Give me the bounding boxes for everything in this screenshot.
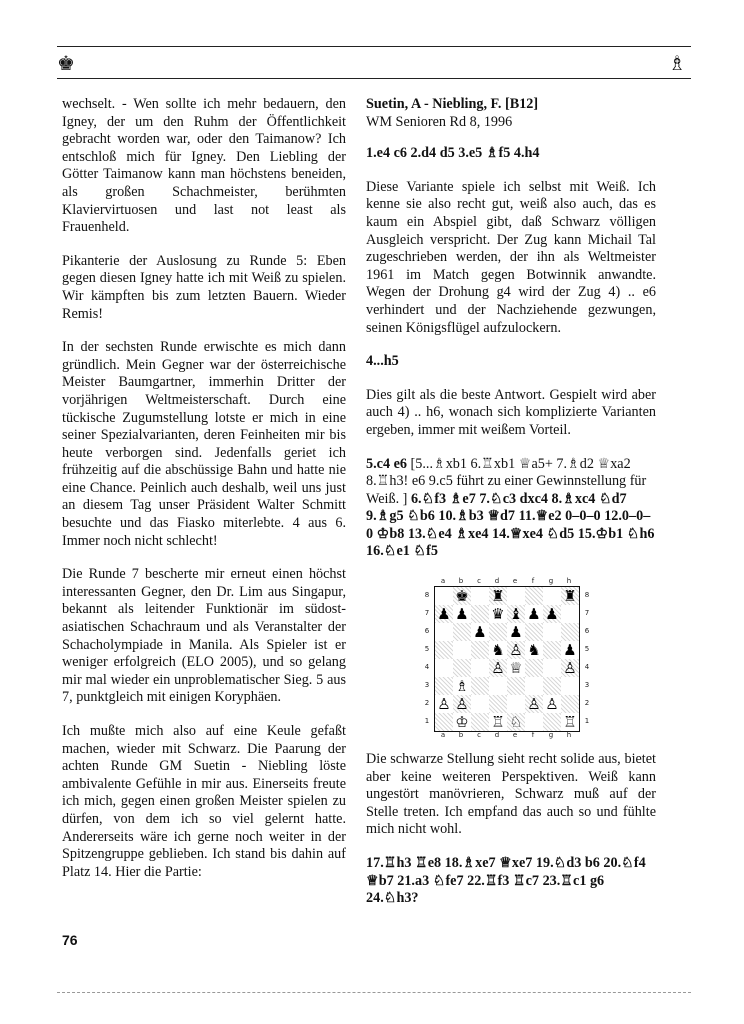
move-line: 1.e4 c6 2.d4 d5 3.e5 ♗f5 4.h4: [366, 145, 540, 162]
rank-label: 7: [584, 609, 590, 618]
piece-square: ♙: [489, 659, 507, 677]
board-square: [453, 641, 471, 659]
board-square: [543, 713, 561, 731]
board-square: [435, 587, 453, 605]
file-label: c: [477, 577, 481, 586]
piece-square: ♖: [561, 713, 579, 731]
board-square: [489, 695, 507, 713]
paragraph: In der sechsten Runde erwischte es mich dann gründlich. Mein Gegner war der österreichische Meister Baumgartner, immerhin Dritter der vorjährigen Weltmeisterschaft. Durch eine tückische Zugumstellung lotste er mich in eine seiner Spezialvarianten, deren Feinheiten mir bis heute verborgen sind. Jedenfalls geriet ich frühzeitig auf die abschüssige Bahn und hatte nie eine Chance. Peinlich auch deshalb, weil uns just an diesem Tag unser Präsident Walter Schmitt besuchte und das Fiasko miterlebte. 4 aus 6. Immer noch nicht schlecht!: [62, 339, 346, 549]
file-label: b: [458, 731, 464, 740]
piece-square: ♘: [507, 713, 525, 731]
rank-label: 6: [424, 627, 430, 636]
board-square: [489, 623, 507, 641]
board-square: [471, 677, 489, 695]
piece-square: ♞: [525, 641, 543, 659]
board-square: [561, 677, 579, 695]
board-square: [453, 623, 471, 641]
piece-square: ♙: [507, 641, 525, 659]
rank-labels-left: [422, 586, 432, 730]
move-text: 6.♘f3 ♗e7 7.♘c3 dxc4 8.♗xc4 ♘d7 9.♗g5 ♘b6 10.♗b3 ♕d7 11.♕e2 0–0–0 12.0–0–0 ♔b8 13.♘e4 ♗xe4 14.♕xe4 ♘d5 15.♔b1 ♘h6 16.♘e1 ♘f5: [366, 490, 655, 560]
file-label: d: [494, 731, 500, 740]
rank-label: 4: [424, 663, 430, 672]
board-square: [507, 587, 525, 605]
board-square: [435, 677, 453, 695]
piece-square: ♟: [453, 605, 471, 623]
left-column: [62, 96, 346, 897]
piece-square: ♟: [435, 605, 453, 623]
board-square: [561, 623, 579, 641]
file-label: c: [477, 731, 481, 740]
piece-square: ♙: [561, 659, 579, 677]
board-square: [453, 659, 471, 677]
piece-square: ♟: [471, 623, 489, 641]
piece-square: ♙: [525, 695, 543, 713]
file-label: h: [566, 577, 572, 586]
board-square: [471, 641, 489, 659]
board-square: [471, 659, 489, 677]
rank-labels-right: [582, 586, 592, 730]
board-square: [543, 659, 561, 677]
piece-square: ♚: [453, 587, 471, 605]
piece-square: ♜: [561, 587, 579, 605]
file-labels-top: [434, 577, 578, 585]
board-square: [489, 677, 507, 695]
board-square: [471, 605, 489, 623]
right-column: [366, 96, 656, 924]
board-square: [471, 587, 489, 605]
piece-square: ♙: [543, 695, 561, 713]
board-square: [471, 695, 489, 713]
board-square: [525, 713, 543, 731]
piece-square: ♖: [489, 713, 507, 731]
paragraph: Pikanterie der Auslosung zu Runde 5: Eben gegen diesen Igney hatte ich mit Weiß zu spielen. Wir kämpften bis zum letzten Bauern. Wieder Remis!: [62, 252, 346, 322]
rank-label: 3: [584, 681, 590, 690]
rank-label: 1: [584, 717, 590, 726]
file-label: a: [440, 731, 446, 740]
board-square: [525, 659, 543, 677]
top-rule: [57, 46, 691, 47]
variation-text: [5...♗xb1 6.♖xb1 ♕a5+ 7.♗d2 ♕xa2 8.♖h3! e6 9.c5 führt zu einer Gewinnstellung für Weiß. ]: [366, 455, 647, 507]
file-label: b: [458, 577, 464, 586]
rank-label: 3: [424, 681, 430, 690]
move-line: 17.♖h3 ♖e8 18.♗xe7 ♕xe7 19.♘d3 b6 20.♘f4 ♕b7 21.a3 ♘fe7 22.♖f3 ♖c7 23.♖c1 g6 24.♘h3?: [366, 855, 646, 907]
board-square: [435, 641, 453, 659]
file-label: f: [531, 577, 535, 586]
piece-square: ♙: [435, 695, 453, 713]
piece-square: ♙: [453, 695, 471, 713]
board-square: [543, 677, 561, 695]
rank-label: 5: [424, 645, 430, 654]
file-labels-bottom: [434, 731, 578, 739]
piece-square: ♟: [525, 605, 543, 623]
piece-square: ♞: [489, 641, 507, 659]
piece-square: ♜: [489, 587, 507, 605]
board-square: [525, 623, 543, 641]
rank-label: 5: [584, 645, 590, 654]
chess-diagram: [422, 577, 602, 740]
file-label: f: [531, 731, 535, 740]
file-label: e: [512, 731, 518, 740]
board-square: [471, 713, 489, 731]
file-label: h: [566, 731, 572, 740]
paragraph: Die schwarze Stellung sieht recht solide aus, bietet aber keine weiteren Perspektiven. Weiß kann ungestört manövrieren, Schwarz muß auf der Stelle treten. Ich empfand das auch so und fühlte mich nicht wohl.: [366, 751, 656, 838]
game-title: Suetin, A - Niebling, F. [B12]: [366, 96, 539, 112]
piece-square: ♕: [507, 659, 525, 677]
piece-square: ♟: [507, 623, 525, 641]
white-bishop-icon: ♗: [668, 51, 686, 75]
rank-label: 1: [424, 717, 430, 726]
chess-board: [434, 586, 580, 732]
rank-label: 8: [424, 591, 430, 600]
rank-label: 4: [584, 663, 590, 672]
board-square: [525, 677, 543, 695]
rank-label: 2: [424, 699, 430, 708]
bottom-rule: [57, 992, 691, 993]
board-square: [543, 587, 561, 605]
game-header: [366, 96, 656, 131]
move-line: [366, 456, 656, 562]
paragraph: Diese Variante spiele ich selbst mit Weiß. Ich kenne sie also recht gut, weiß also auch, das es kaum ein Abspiel gibt, daß Schwarz völligen Ausgleich verspricht. Der Zug kann Michail Tal zugeschrieben werden, der ihn als Weltmeister 1961 im Match gegen Botwinnik anwandte. Wegen der Drohung g4 wird der Zug 4) .. e6 verhindert und der Nachziehende gezwungen, seinen Königsflügel aufzulockern.: [366, 178, 656, 336]
paragraph: wechselt. - Wen sollte ich mehr bedauern, den Igney, der um den Ruhm der Öffentlichkeit gebracht worden war, oder den Taimanow? Ich entschloß mich für Igney. Den Liebling der Götter Taimanow kann man höchstens beneiden, als großen Schachmeister, berühmten Klaviervirtuosen und last not least als Frauenheld.: [62, 96, 346, 236]
piece-square: ♝: [507, 605, 525, 623]
piece-square: ♟: [561, 641, 579, 659]
file-label: e: [512, 577, 518, 586]
black-king-icon: ♚: [57, 51, 75, 75]
file-label: d: [494, 577, 500, 586]
piece-square: ♔: [453, 713, 471, 731]
piece-square: ♛: [489, 605, 507, 623]
piece-square: ♗: [453, 677, 471, 695]
board-square: [543, 623, 561, 641]
paragraph: Die Runde 7 bescherte mir erneut einen höchst interessanten Gegner, den Dr. Lim aus Singapur, bekannt als leitender Funktionär im südost-asiatischen Schachraum und als Veranstalter der Schacholympiade in Manila. Als Spieler ist er weniger erfolgreich (ELO 2005), und so gelang mir mal wieder ein unproblematischer Sieg. 5 aus 7, punktgleich mit einigen Koryphäen.: [62, 566, 346, 706]
board-square: [561, 605, 579, 623]
rank-label: 7: [424, 609, 430, 618]
board-square: [435, 659, 453, 677]
move-line: 4...h5: [366, 353, 399, 370]
file-label: g: [548, 577, 554, 586]
rank-label: 6: [584, 627, 590, 636]
board-square: [561, 695, 579, 713]
game-event: WM Senioren Rd 8, 1996: [366, 113, 513, 130]
paragraph: Ich mußte mich also auf eine Keule gefaßt machen, wieder mit Schwarz. Die Paarung der achten Runde GM Suetin - Niebling löste ambivalente Gefühle in mir aus. Einerseits freute ich mich, gegen einen großen Meister spielen zu dürfen, von dem ich so viel gelernt hatte. Andererseits wäre ich gerne noch weiter in der Spitzengruppe geblieben. Ich stand bis dahin auf Platz 14. Hier die Partie:: [62, 723, 346, 880]
board-square: [525, 587, 543, 605]
board-square: [435, 713, 453, 731]
board-square: [507, 677, 525, 695]
move-text: 5.c4 e6: [366, 455, 407, 472]
paragraph: Dies gilt als die beste Antwort. Gespielt wird aber auch 4) .. h6, wonach sich komplizierte Varianten ergeben, immer mit weißem Vorteil.: [366, 386, 656, 438]
header-rule: [57, 78, 691, 79]
file-label: g: [548, 731, 554, 740]
page-number: 76: [62, 932, 78, 948]
board-square: [543, 641, 561, 659]
board-square: [507, 695, 525, 713]
board-square: [435, 623, 453, 641]
file-label: a: [440, 577, 446, 586]
piece-square: ♟: [543, 605, 561, 623]
rank-label: 8: [584, 591, 590, 600]
rank-label: 2: [584, 699, 590, 708]
